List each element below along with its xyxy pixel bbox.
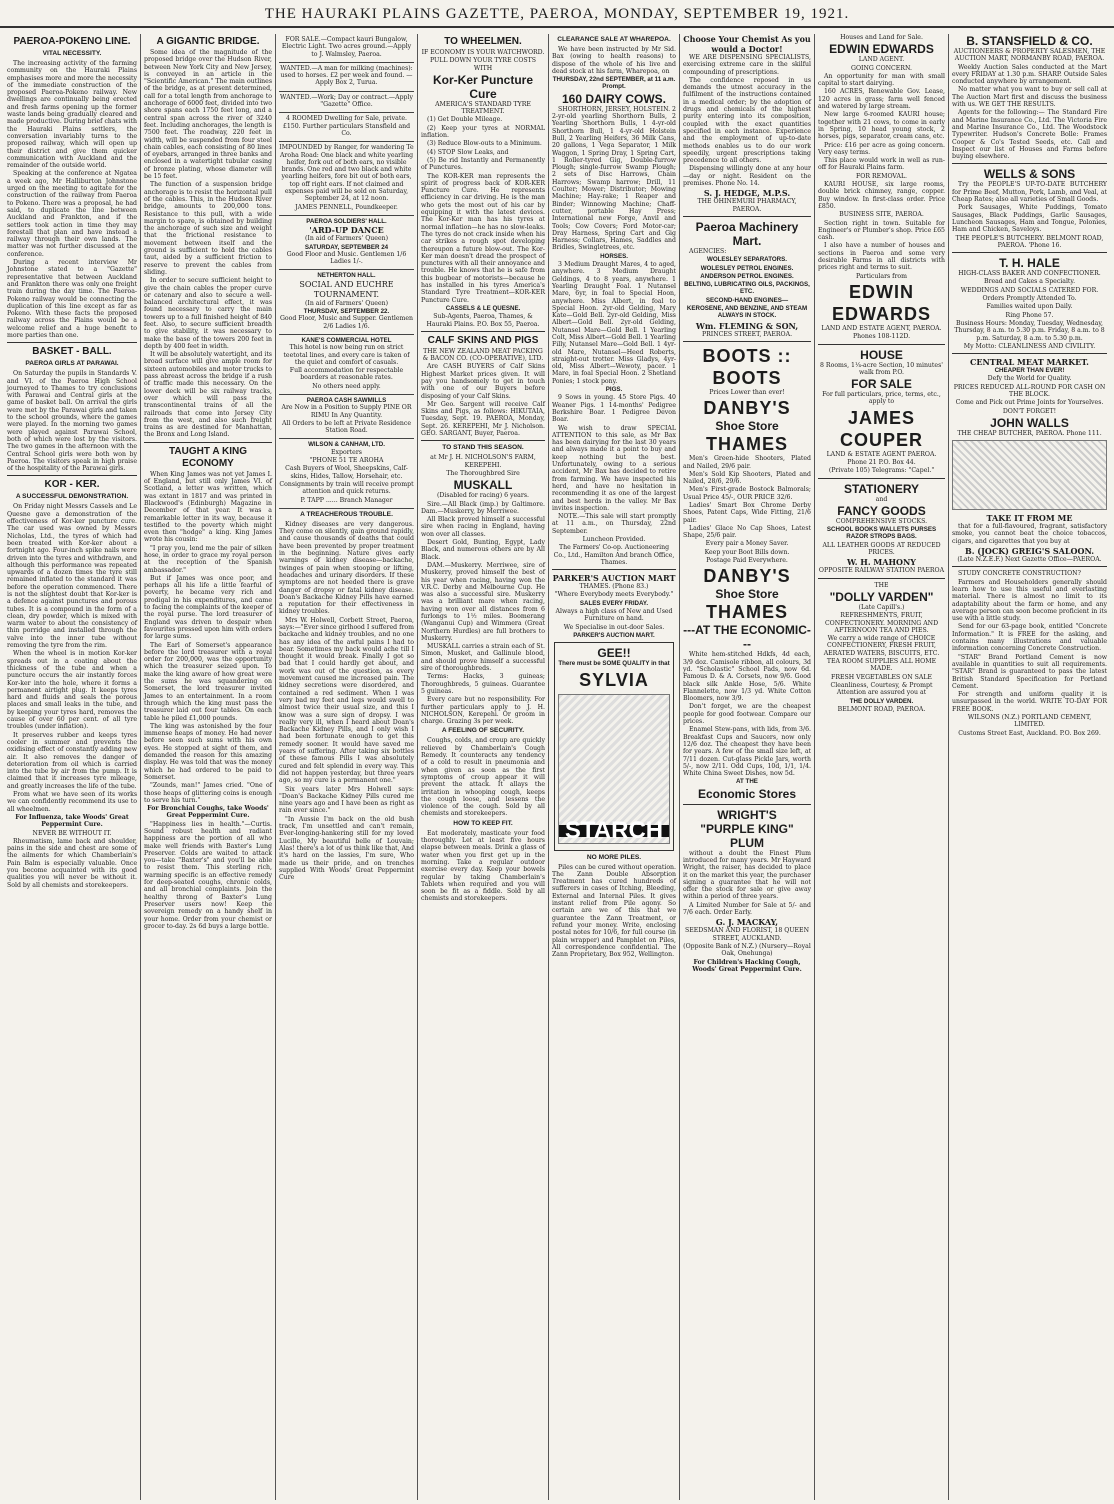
ad-text: IF ECONOMY IS YOUR WATCHWORD. [421,49,545,56]
divider [683,341,811,342]
column-4 [418,34,549,1500]
ad-text: SECOND-HAND ENGINES— [705,296,789,304]
ad-text: Phones 108-112D. [852,333,911,341]
headline-basket-ball: BASKET - BALL. [32,346,112,358]
machinery-mart-title: Paeroa Machinery Mart. [695,219,799,248]
meat-market-title: CENTRAL MEAT MARKET. [970,357,1089,368]
headline-no-more-piles: NO MORE PILES. [586,853,642,861]
classified-ad [279,92,414,114]
paragraph: 9 Sows in young. 45 Store Pigs. 40 Weaner Pigs. 1 14-months' Pedigree Berkshire Boar. 1 Pedigree Devon Boar. [552,394,676,424]
starch-label: STARCH [559,825,669,836]
ad-line: For Influenza, take Woods' Great Peppermint Cure. [15,813,129,829]
headline-treacherous-trouble: A TREACHEROUS TROUBLE. [300,510,393,518]
stationery-heading: STATIONERY [843,481,920,496]
ad-text: "PHONE 51 TE AROHA [309,457,384,465]
ad-text: DON'T FORGET! [1002,407,1057,415]
mahony-name: W. H. MAHONY [846,557,917,568]
thames-label: THAMES [706,434,788,455]
ad-text: TEA ROOM SUPPLIES ALL HOME MADE. [826,658,937,673]
divider [818,578,945,579]
ad-date: SATURDAY, SEPTEMBER 24 [304,243,389,251]
subhead: VITAL NECESSITY. [42,50,102,57]
ad-text: AUCTIONEERS & PROPERTY SALESMEN, THE AUCTION MART, NORMANBY ROAD, PAEROA. [953,48,1106,63]
paragraph: We wish to draw SPECIAL ATTENTION to this sale, as Mr Bax has been dairying for the last 30 years and always made it a point to buy and keep nothing but the best. Unfortunately, owing to a serious accident, Mr Bax has decided to retire from farming. We have inspected his herd, and have no hesitation in recommending it as one of the largest and best herds in the valley. Mr Bax invites inspection. [552,424,676,512]
ad-text: (Disabled for racing) 6 years. [437,492,529,500]
paragraph: During a recent interview Mr Johnstone stated to a "Gazette" representative that between Auckland and Frankton there was only one freight train during the day time. The Paeroa-Pokeno railway would be connecting the duplication of this line except as far as Pokeno. With these facts the proposed railway across the Plains would be a welcome relief and a huge benefit to more parties than one. [7,259,137,339]
section-header: Houses and Land for Sale. [840,34,923,41]
paragraph: A Limited Number for Sale at 5/- and 7/6 each. Order Early. [683,901,811,917]
paragraph: Send for our 63-page book, entitled "Concrete Information." It is FREE for the asking, and contains many illustrations and valuable information concerning Concrete Construction. [952,623,1107,653]
paragraph: In order to secure sufficient height to give the chain cables the proper curve or catenary and also to secure a well-balanced architectural effect, it was found necessary to carry the main towers up to a full finished height of 840 feet. Also, to secure sufficient breadth to give stability, it was necessary to make the base of the towers 200 feet in depth by 400 feet in width. [144,277,272,350]
ad-text: Cash Buyers of Wool, Sheepskins, Calf-skins, Hides, Tallow, Horsehair, etc. [285,465,408,480]
column-6 [680,34,815,1500]
ad-text: My Motto: CLEANLINESS AND CIVILITY. [963,342,1096,350]
subhead: A SUCCESSFUL DEMONSTRATION. [15,493,129,501]
ad-text: ANDERSON PETROL ENGINES. [700,272,794,280]
ad-text: PULL DOWN YOUR TYRE COSTS WITH [430,57,536,72]
divider [818,344,945,345]
thames-label: THAMES [706,602,788,623]
ad-text: Exporters [331,448,362,456]
ad-text: SALES EVERY FRIDAY. [579,599,649,607]
paragraph: "Happiness lies in health."—Curtis. Sound robust health and radiant happiness are the portion of all who make well friends with Baxter's Lung Preserver. Colds are waited to attack you—take "Baxter's" and you'll be able to resist them. This sterling rich, warming specific is an effective remedy for deep-seated coughs, chronic colds, and all bronchial complaints. Join the healthy throng of Baxter's Lung Preserver users now! Keep the sovereign remedy on a handy shelf in your home. Order from your chemist or grocer to-day. 2s 6d buys a large bottle. [144,820,272,930]
ad-text: BUSINESS SITE, PAEROA. [839,211,924,219]
paragraph: "STAR" Brand Portland Cement is now available in quantities to suit all requirements. "STAR" Brand is guaranteed to pass the latest British Standard Specification for Portland Cement. [952,653,1107,690]
ad-text: THAMES. (Phone 83.) [579,583,649,591]
sylvia-brand: SYLVIA [579,669,649,690]
ad-text: Keep your Boot Bills down. [704,548,790,556]
divider [952,252,1107,253]
paragraph: Ladies' Glace No Cap Shoes, Latest Shape, 25/6 pair. [683,524,811,540]
ad-text: Defy the World for Quality. [987,375,1072,383]
paragraph: without a doubt the Finest Plum introduced for many years. Mr Hayward Wright, the raiser, has decided to place it on the market this year, the purchaser signing a guarantee that he will not offer the stock for sale or give away within a period of three years. [683,849,811,901]
ad-signature: JAMES PENNELL, Poundkeeper. [295,203,398,211]
parker-auction-title: PARKER'S AUCTION MART [552,573,676,584]
headline-keep-fit: HOW TO KEEP FIT. [453,819,513,827]
ad-text: Consignments by train will receive prompt attention and quick returns. [279,480,414,496]
ad-text: LAND & ESTATE AGENT PAEROA. [826,450,937,458]
list-item: (5) Be rid Instantly and Permanently of Punctures. [421,156,545,172]
section-label: HORSES. [600,252,628,260]
section-label: PIGS. [605,386,623,394]
list-item: (4) STOP Slow Leaks, and [427,148,509,156]
danby-brand: DANBY'S [703,398,791,419]
paragraph: All Black proved himself a successful sire when racing in England, having won over all classes. [421,516,545,538]
edwin-name: EDWIN [849,281,914,302]
sawmill-ad [279,395,414,439]
ad-text: LAND AND ESTATE AGENT, PAEROA. [821,324,942,332]
ad-text: We Specialise in out-door Sales. [563,623,665,631]
ad-text: WANTED.—A man for milking (machines): used to horses. £2 per week and found. —Apply Box 2, Turua. [280,64,413,87]
paragraph: MUSKALL carries a strain each of St. Simon, Musket, and Gallinule blood, and should prove himself a successful sire of thoroughbreds. [421,643,546,673]
ad-text: WOLESLEY SEPARATORS. [707,256,787,264]
starch-box-illustration [558,694,670,844]
ad-text: AGENCIES: [689,247,727,255]
classified-ad [279,113,414,142]
paragraph: Every care but no responsibility. For further particulars apply to J. H. NICHOLSON, Kerepehi. Or groom in charge. Grazing 3s per week. [421,696,545,726]
paragraph: The confidence reposed in us demands the utmost accuracy in the fulfilment of the instructions contained in a medical order; by the adoption of drugs and chemicals of the highest purity entering into its composition, coupled with the exact quantities specified in each instance. Experience and the employment of up-to-date methods enables us to do our work speedily, urgent prescriptions taking precedence to all others. [683,76,811,165]
paragraph: Rheumatism, lame back and shoulder, pains in the side and chest are some of the ailments for which Chamberlain's Pain Balm is especially valuable. Once you become acquainted with its good qualities you will never be without it. Sold by all chemists and storekeepers. [7,837,137,889]
ad-heading: 'ARD-UP DANCE [309,225,384,236]
paragraph: Speaking at the conference at Ngatea a week ago, Mr Halliburton Johnstone urged on the meeting to agitate for the construction of the railway from Paeroa to Pokeno. There was a proposal, he had said, to duplicate the line between Auckland and Frankton, and if the settlers took action in time they may forestall that plan and have instead a railway through their own lands. The matter was not further discussed at the conference. [7,170,137,258]
wright-title: WRIGHT'S [717,807,777,822]
ad-text: Prices Lower than ever! [709,388,785,396]
ad-text: Are Now in a Position to Supply PINE OR RIMU In Any Quantity. [281,404,412,419]
ad-text: Particulars from [855,272,908,280]
paragraph: KAURI HOUSE, six large rooms, double brick chimney, range, copper. Buy window. In first-class order. Price £850. [818,181,945,210]
ad-text: Good Floor, Music and Supper. Gentlemen 2/6 Ladies 1/6. [279,315,413,330]
ad-text: 4 ROOMED Dwelling for Sale, private. £150. Further particulars Stansfield and Co. [282,115,411,137]
headline-to-wheelmen: TO WHEELMEN. [444,36,522,47]
paragraph: Mrs W. Holwell, Corbett Street, Paeroa, says:—"Ever since girlhood I suffered from backache and kidney troubles, and no one has any idea of the awful pains I had to bear. Sometimes my back would ache till I thought it would break. Finally I got so bad that I could hardly get about, and work was out of the question, as every movement caused me increased pain. The kidney secretions were disordered, and contained a red sediment. When I was very bad my feet and legs would swell to almost twice their usual size, and this I know was a sure sign of dropsy. I was really very ill, when I heard about Doan's Backache Kidney Pills, and I only wish I had been fortunate enough to get this remedy sooner. It would have saved me years of suffering. After taking six bottles of these famous Pills I was absolutely cured and felt splendid in every way. This did not happen yesterday, but three years ago, so my cure is a permanent one." [279,616,414,785]
ad-text: SCHOOL BOOKS WALLETS PURSES RAZOR STROPS BAGS. [826,526,937,541]
ad-title: PAEROA CASH SAWMILLS [306,396,387,404]
ad-heading: GEE!! [597,646,631,661]
classified-ad [279,63,414,92]
headline-king-economy: TAUGHT A KING ECONOMY [169,445,247,469]
ad-text: THE PEOPLE'S BUTCHERY. BELMONT ROAD, PAEROA. 'Phone 16. [955,234,1104,249]
ad-text: (In aid of Farmers' Queen) [304,235,389,243]
divider [818,478,945,479]
ad-text: Postage Paid Everywhere. [706,557,788,565]
ad-text: For full particulars, price, terms, etc., apply to [822,391,941,406]
ad-text: We carry a wide range of CHOICE CONFECTIONERY, FRESH FRUIT, AERATED WATERS, BISCUITS, ETC. [823,635,940,657]
classified-ad [279,34,414,63]
list-item: (1) Get Double Mileage. [427,116,503,124]
paragraph: Coughs, colds, and croup are quickly relieved by Chamberlain's Cough Remedy. It counteracts any tendency of a cold to result in pneumonia and when given as soon as the first symptoms of croup appear it will prevent the attack. It allays the irritation in whooping cough, keeps the cough loose, and lessens the violence of the cough. Sold by all chemists and storekeepers. [421,737,545,818]
paragraph: Kidney diseases are very dangerous. They come on silently, gain ground rapidly, and cause thousands of deaths that could have been prevented by proper treatment in the beginning. Nature gives early warnings of kidney disease—backache, twinges of pain when stooping or lifting, headaches and urinary disorders. If these symptoms are not heeded there is grave danger of dropsy or fatal kidney disease. Doan's Backache Kidney Pills have earned a reputation for their effectiveness in kidney troubles. [279,520,414,616]
divider [683,216,811,217]
fleming-name: Wm. FLEMING & SON, [695,320,799,331]
ad-text: For Children's Hacking Cough, Woods' Great Peppermint Cure. [692,958,802,973]
james-name: JAMES [847,407,915,428]
column-2 [141,34,276,1500]
ad-text: WEDDINGS AND SOCIALS CATERED FOR. [960,286,1099,294]
paragraph: "In Aussie I'm back on the old bush track, I'm unsettled and can't remain, Ever-longing-hankering still for my loved Lucille, My beautiful belle of Louvain; Alas! there's a lot of us think like that, And it's hard on the lassies, I'm sure, Who made us their pride, and on trenches supplied With Woods' Great Peppermint Cure [279,815,414,882]
sylvia-starch-ad [554,642,674,850]
ad-text: Good Floor and Music. Gentlemen 1/6 Ladies 1/-. [286,250,407,266]
divider [952,163,1107,164]
ad-text: Customs Street East, Auckland. P.O. Box 269. [958,729,1101,737]
ad-text: No others need apply. [312,382,381,390]
edwards-name: EDWARDS [831,303,931,324]
paragraph: Section right in town. Suitable for Engineer's or Plumber's shop. Price £65 cash. [818,219,945,242]
paragraph: Men's Sold Kip Shooters, Plated and Nailed, 28/6, 29/6. [683,470,811,486]
ad-text: FRESH VEGETABLES ON SALE [831,673,932,681]
concrete-heading: STUDY CONCRETE CONSTRUCTION? [958,570,1081,578]
ad-text: CHEAPER THAN EVER! [994,367,1065,375]
paragraph: Pork Sausages, White Puddings, Tomato Sausages, Black Puddings, Garlic Sausages, Luncheon Sausages, Ham and Tongue, Polonies, Ham and Chicken, Saveloys. [952,204,1107,234]
divider [421,440,545,441]
paragraph: Weekly Auction Sales conducted at the Mart every FRIDAY at 1.30 p.m. SHARP. Outside Sales conducted anywhere by arrangement. [952,63,1107,86]
ad-signature: PARKER'S AUCTION MART. [573,631,655,639]
economic-stores: Economic Stores [697,786,797,801]
ad-text: The Thoroughbred Sire [446,469,520,477]
ad-text: Come and Pick out Prime Joints for Yourselves. [955,399,1104,407]
paragraph: For strength and uniform quality it is unsurpassed in the world. WRITE TO-DAY FOR FREE BOOK. [952,691,1107,713]
purple-king-plum: "PURPLE KING" PLUM [700,821,794,850]
divider [7,342,137,343]
ad-text: Ring Phone 57. [1005,311,1054,319]
john-walls-title: JOHN WALLS [990,415,1069,430]
paragraph: It will be absolutely watertight, and its broad surface will give ample room for sixteen automobiles and motor trucks to pass abreast across the bridge if a rush of traffic made this necessary. On the lower deck will be six railway tracks, over which will pass the transcontinental trains of all the railroads that come into Jersey City from the west, and also such freight trains as are destined for Manhattan, the Bronx and Long Island. [144,351,272,439]
ad-text: at Mr J. H. NICHOLSON'S FARM, KEREPEHI. [430,454,536,469]
paragraph: Mr Geo. Sargent will receive Calf Skins and Pigs, as follows: HIKUTAIA, Tuesday, Sept. 19. PAEROA, Monday, Sept. 26. KEREPEHI, Mr J. Nicholson. GEO. SARGANT, Buyer, Paeroa. [421,400,545,438]
headline-paeroa-pokeno: PAEROA-POKENO LINE. [13,36,131,47]
paragraph: From what we have seen of its works we can confidently recommend its use to all wheelmen. [7,791,137,813]
paragraph: 3 Medium Draught Mares, 4 to aged, anywhere. 3 Medium Draught Geldings, 4 to 8 years, anywhere. 1 Yearling Draught Foal. 1 Nutansel Mare, 6yr, in foal to Special Hoon, anywhere. Miss Albert, in foal to Special Hoon. 2yr-old Gelding, Mary Kate—Gold Bell. 2yr-old Gelding, Miss Albert—Gold Bell. 2yr-old Gelding, Nutansel Mare—Gold Bell. 1 Yearling Colt, Miss Albert—Gold Bell. 1 Yearling Filly, Nutansel Mare—Gold Bell. 1 4yr-old Mare, Nutansel—Heed Roberts, straight-out trotter. Miss Gladys, 4yr-old, Miss Albert—Wewoty, pacer. 1 Mare, in foal Special Hoon. 2 Shetland Ponies; 1 stock pony. [552,261,676,385]
kor-ker-brand: Kor-Ker Puncture Cure [432,72,533,101]
danby-brand: DANBY'S [703,566,791,587]
headline-feeling-of-security: A FEELING OF SECURITY. [441,727,525,735]
ad-text: THE OHINEMURI PHARMACY, PAEROA. [697,198,797,213]
paragraph: White hem-stitched Hdkfs, 4d each, 3/9 doz. Camisole ribbon, all colours, 3d yd. "Scholastic" School Pads, now 6d. Famous D. & A. Corsets, now 9/6. Good black silk Ankle Hose, 5/6. White Flannelette, now 1/3 yd. White Cotton Bloomers, now 3/9. [683,651,811,703]
dolly-varden-title: "DOLLY VARDEN" [829,589,934,604]
ad-text: Full accommodation for respectable boarders at reasonable rates. [289,367,404,382]
impound-notice [279,142,414,216]
ad-text: Phone 21 P.O. Box 44. [847,458,916,466]
paragraph: Desert Gold, Bunting, Egypt, Lady Black, and numerous others are by All Black. [421,539,545,561]
ad-text: WOLESLEY PETROL ENGINES. [700,264,794,272]
greig-saloon: B. (JOCK) GREIG'S SALOON. [964,546,1095,557]
take-it-heading: TAKE IT FROM ME [986,513,1073,524]
paragraph: The KOR-KER man represents the spirit of progress back of KOR-KER Puncture Cure. He represents efficiency in car driving. He is the man who gets the most out of his car by equipping it with the latest devices. The Kor-Ker man has his tyres at normal inflation—he has no slow-leaks. The tyres do not crack inside when his car strikes a rough spot developing thereupon a future blow-out. The Kor-Ker man doesn't dread the prospect of punctures with all their annoyance and trouble. He knows that he is safe from this bugbear of motorists—because he has installed in his tyres America's Standard Tyre Treatment—KOR-KER Puncture Cure. [421,172,545,304]
column-7 [815,34,949,1500]
ad-text: IMPOUNDED by Ranger, for wandering Te Aroha Road: One black and white yearling heifer, fork out of both ears, no visible brands. One red and two black and white yearling heifers, fore bit out of both ears, top off right ears. If not claimed and expenses paid will be sold on Saturday, September 24, at 12 noon. [279,144,414,203]
headline-kor-ker: KOR - KER. [44,479,100,491]
ad-text: KEROSENE, AND BENZINE, AND STEAM ALWAYS IN STOCK. [686,305,808,320]
paragraph: This place would work in well as run-off for Hauraki Plains farm. [818,157,945,172]
paragraph: On Friday night Messrs Cassels and Le Quesne gave a demonstration of the effectiveness of Kor-ker puncture cure. The car used was owned by Messrs Nicholas, Ltd., the tyres of which had been treated with Kor-ker about a fortnight ago. Four-inch spike nails were driven into the tyres and withdrawn, and although this performance was repeated upwards of a dozen times the tyre still remained inflated to the standard it was before the operation commenced. There is not the slightest doubt that Kor-ker is a defence against punctures and porous tubes. It is a compound in the form of a clean, dry powder, which is mixed with warm water to about the consistency of thin porridge and installed through the valve into the inner tube without removing the tyre from the rim. [7,503,137,650]
paragraph: But if James was once poor, and perhaps all his life a little fearful of poverty, he became very rich and prodigal in his expenditures, and came to facing the complaints of the keeper of the royal purse. The lord treasurer of England was driven to despair when favourites pressed upon him with orders for large sums. [144,574,272,641]
paragraph: The function of a suspension bridge anchorage is to resist the horizontal pull of the cables. This, in the Hudson River bridge, amounts to 200,000 tons. Resistance to this pull, with a wide margin to spare, is obtained by building the anchorage of such size and weight that the frictional resistance to movement between itself and the ground is sufficient to hold the cables taut, aided by a sufficient friction to reserve to prevent the cables from sliding. [144,181,272,276]
paragraph: 160 ACRES, Renewable Gov. Lease, 120 acres in grass; farm well fenced and watered by large stream. [818,88,945,111]
edwin-edwards-title: EDWIN EDWARDS [829,42,934,57]
dairy-cows: 160 DAIRY COWS. [561,91,667,106]
ad-title: KANE'S COMMERCIAL HOTEL [301,336,392,344]
ad-text: The Farmers' Co-op. Auctioneering Co., Ltd., Hamilton And branch Office, Thames. [553,544,675,566]
column-8 [949,34,1110,1500]
chemist-name: S. J. HEDGE, M.P.S. [703,188,791,199]
ad-text: (Private 105) Telegrams: "Capel." [828,467,935,475]
paragraph: The king was astonished by the four immense heaps of money. He had never before seen such sums with his own eyes. He stopped at sight of them, and demanded the reason for this amazing display. He was told that was the money which he had ordered to be paid to Somerset. [144,722,272,781]
wells-sons-title: WELLS & SONS [983,167,1076,182]
ad-text: Every pair a Money Saver. [705,540,789,548]
paragraph: WE ARE DISPENSING SPECIALISTS, exercising extreme care in the skilful compounding of prescriptions. [683,54,811,76]
ad-text: (Opposite Bank of N.Z.) (Nursery—Royal Oak, Onehunga) [683,942,811,958]
paragraph: Are CASH BUYERS of Calf Skins Highest Market prices given. It will pay you handsomely to get in touch with one of our Buyers before disposing of your Calf Skins. [421,363,545,400]
agent-name: CASSELS & LE QUESNE. [445,304,521,312]
ad-line: NEVER BE WITHOUT IT. [32,829,112,837]
couper-name: COUPER [839,429,923,450]
ad-line: For Bronchial Coughs, take Woods' Great Peppermint Cure. [147,805,269,820]
paragraph: When the wheel is in motion Kor-ker spreads out in a coating about the thickness of the tube and when a puncture occurs the air instantly forces Kor-ker into the hole, where it forms a permanent airtight plug. It keeps tyres hard and fluids and seals the porous places and small leaks in the tube, and by keeping your tyres hard, removes the cause of over 60 per cent. of all tyre troubles (under inflation). [7,650,137,731]
chemist-heading: Choose Your Chemist As you would a Doctor! [683,34,811,54]
paragraph: Eat moderately, masticate your food thoroughly. Let at least five hours elapse between meals. Drink a glass of water when you first get up in the morning. Take a regular outdoor exercise every day. Keep your bowels regular by taking Chamberlain's Tablets when required and you will soon be fit as a fiddle. Sold by all chemists and storekeepers. [421,829,545,903]
paragraph: Agents for the following:— The Standard Fire and Marine Insurance Co., Ltd. The Victoria Fire and Marine Insurance Co., Ltd. The Woodstock Typewriter. Hudson's Concrete Bolle: Frames Cooper & Co's Tested Seeds, etc. Call and Inspect our list of Houses and Farms before buying elsewhere. [952,109,1107,161]
ad-text: GOING CONCERN. [851,64,912,72]
ad-heading: SOCIAL AND EUCHRE TOURNAMENT. [299,279,394,299]
shoe-store: Shoe Store [715,419,779,434]
paragraph: Enamel Stew-pans, with lids, from 3/6. Breakfast Cups and Saucers, now only 12/6 doz. The cheapest they have been for years. A few of the small size left, at 7/11 dozen. Cut-glass Pickle Jars, worth 5/-, now 2/11. Odd Cups, 10d, 1/1, 1/4. White China Sweet Dishes, now 5d. [683,726,811,778]
ad-text: BELTING, LUBRICATING OILS, PACKINGS, ETC. [684,281,810,296]
headline-gigantic-bridge: A GIGANTIC BRIDGE. [156,36,260,47]
ad-text: HIGH-CLASS BAKER AND CONFECTIONER. [958,270,1101,278]
ad-text: Orders Promptly Attended To. [982,295,1077,303]
ad-text: THE NEW ZEALAND MEAT PACKING & BACON CO. (CO-OPERATIVE), LTD. [422,347,544,363]
paragraph: DAM.—Muskerry. Merriwee, sire of Muskerry, proved himself the best of his year when racing, having won the V.R.C. Derby and Melbourne Cup. He was also a successful sire. Muskerry was a brilliant mare when racing, having won over all distances from 6 furlongs to 1½ miles. Boomerang (Wanganui Cup) and Wimmera (Great Northern Hurdles) are full brothers to Muskerry. [421,561,545,642]
paragraph: We have been instructed by Mr Sid. Bax (owing to health reasons) to dispose of the whole of his live and dead stock at his farm, Wharepoa, on [552,46,676,75]
paragraph: Ladies' Smart Box Chrome Derby Shoes, Patent Caps, Wide Fitting, 21/6 pair. [683,501,811,524]
ad-text: THE CHEAP BUTCHER, PAEROA. Phone 111. [957,429,1102,437]
paragraph: Try the PEOPLE'S UP-TO-DATE BUTCHERY for Prime Beef, Mutton, Pork, Lamb, and Veal, at Cheap Rates; also all varieties of Small Goods. [952,181,1107,204]
paragraph: NOTE.—This sale will start promptly at 11 a.m., on Thursday, 22nd September. [552,513,676,535]
ad-text: This hotel is now being run on strict teetotal lines, and every care is taken of the quiet and comfort of casuals. [283,344,410,366]
fancy-goods-heading: FANCY GOODS [837,503,926,518]
ad-text: AMERICA'S STANDARD TYRE TREATMENT. [435,100,531,116]
ad-text: SEEDSMAN AND FLORIST, 18 QUEEN STREET, AUCKLAND. [684,927,809,942]
paragraph: The increasing activity of the farming community on the Hauraki Plains emphasises more and more the necessity of the immediate construction of the proposed Paeroa-Pokeno railway. New dwellings are continually being erected and fresh farms opening up the former waste lands being gradually cleared and made productive. During brief chats with the Hauraki Plains settlers, the conversation invariably turns to the proposed railway, which will open up their district and give them quicker communication with Auckland and the remainder of the outside world. [7,60,137,170]
ad-text: THE [874,581,889,589]
ad-text: FOR SALE.—Compact kauri Bungalow, Electric Light. Two acres ground.—Apply to J. Walmsley, Paeroa. [281,36,412,58]
column-5 [549,34,680,1500]
paragraph: An opportunity for man with small capital to start dairying. [818,72,945,88]
ad-text: and [875,495,888,503]
paragraph: Dispensing willingly done at any hour—day or night. Resident on the premises. Phone No. 14. [683,165,811,188]
ad-date: THURSDAY, SEPTEMBER 22. [303,308,390,316]
ad-text: LAND AGENT. [858,56,905,64]
ad-text: WANTED.—Work; Day or contract.—Apply "Gazette" Office. [280,93,413,109]
headline-calf-skins: CALF SKINS AND PIGS [427,334,539,346]
wilson-canham-ad [279,439,414,508]
ad-text: There must be SOME QUALITY in that [558,660,670,668]
divider [7,475,137,476]
divider [683,804,811,805]
paragraph: No matter what you want to buy or sell call at The Auction Mart first and discuss the business with us. WE GET THE RESULTS. [952,86,1107,109]
ad-text: Luncheon Provided. [582,536,646,543]
smoker-illustration [952,440,1107,510]
masthead: THE HAURAKI PLAINS GAZETTE, PAEROA, MONDAY, SEPTEMBER 19, 1921. [0,6,1114,28]
ad-text: ALL LEATHER GOODS AT REDUCED PRICES. [822,541,941,557]
ad-title: PAEROA SOLDIERS' HALL. [306,217,387,225]
paragraph: I also have a number of houses and sections in Paeroa and some very desirable Farms in all districts with prices right and terms to suit. [818,242,945,272]
paragraph: The Earl of Somerset's appearance before the lord treasurer with a royal order for 200,000, was the opportunity which the treasurer seized upon. To make the king aware of how great were the sums he was squandering on Somerset, the lord treasurer invited James to an entertainment. In a room through which the king must pass the treasurer laid out four tables. On each table he piled £1,000 pounds. [144,641,272,722]
divider [952,353,1107,354]
euchre-ad [279,270,414,334]
ad-text: Always a high class of New and Used Furniture on hand. [555,608,673,623]
paragraph: New large 6-roomed KAURI house; together with 21 cows, to come in early in Spring, 10 head young stock, 2 horses, pigs, separator, cream cans, etc. [818,111,945,141]
paragraph: Men's Green-hide Shooters, Plated and Nailed, 29/6 pair. [683,455,811,470]
paragraph: Men's First-grade Bostock Balmorals; Usual Price 45/-, OUR PRICE 32/6. [683,486,811,501]
house-heading: HOUSE [860,347,903,362]
ad-text: All Orders to be left at Private Residence Station Road. [281,419,412,435]
ad-text: AT THE [736,778,758,786]
column-1 [4,34,141,1500]
ad-text: Families waited upon Daily. [986,303,1073,311]
ad-text: (Late Capill's.) [858,603,905,611]
ad-text: PRINCES STREET, PAEROA. [701,330,793,338]
divider [952,566,1107,567]
subhead: PAEROA GIRLS AT PARAWAI. [25,360,119,368]
paragraph: "Zounds, man!" James cried. "One of those heaps of glittering coins is enough to serve his turn." [144,782,272,804]
ad-text: THE DOLLY VARDEN. [849,697,914,705]
stansfield-title: B. STANSFIELD & CO. [966,34,1093,48]
headline-clearance-sale: CLEARANCE SALE AT WHAREPOA. [557,36,671,43]
ad-text: "Where Everybody meets Everybody." [554,591,674,599]
paragraph: It preserves rubber and keeps tyres cooler in summer and prevents the oxidising effect of constantly adding new air. It also removes the danger of deterioration from oil which is carried into the tube by air from the pump. It is claimed that it increases tyre mileage, and greatly increases the life of the tube. [7,731,137,790]
ad-text: (In aid of Farmers' Queen) [304,299,389,307]
agent-details: Sub-Agents, Paeroa, Thames, & Hauraki Plains. P.O. Box 55, Paeroa. [426,313,540,328]
list-item: (2) Keep your tyres at NORMAL inflation. [421,124,545,140]
paragraph: Sire.—All Black (imp.) by Galtimore. Dam.—Muskerry, by Merriwee. [421,500,545,515]
ad-title: WILSON & CANHAM, LTD. [308,441,385,449]
paragraph: Piles can be cured without operation. The Zann Double Absorption Treatment has cured hundreds of sufferers in cases of Itching, Bleeding, External and Internal Piles. It gives instant relief from Pile agony. So certain are we of this that we guarantee the Zann Treatment, or refund your money. Write, enclosing postal notes for 10/6, for full course (in plain wrapper) and Pamphlet on Piles, All correspondence confidential. The Zann Proprietary, Box 952, Wellington. [552,863,676,959]
shoe-store: Shoe Store [715,587,779,602]
ad-text: PRICES REDUCED ALL-ROUND FOR CASH ON THE BLOCK. [953,383,1106,398]
boots-heading: BOOTS :: BOOTS [702,345,792,388]
divider [552,569,676,570]
paragraph: SHORTHORN, JERSEY, HOLSTEIN. 2 2-yr-old yearling Shorthorn Bulls, 2 Yearling Shorthorn Bulls, 1 4-yr-old Shorthorn Bull, 1 4-yr-old Holstein Bull, 2 Yearling Heifers, 36 Milk Cans, 20 gallons, 1 Vega Separator, 1 Milk Waggon, 1 Spring Dray, 1 Spring Cart, 1 Roller-tyred Gig, Double-furrow Plough; single-furrow Swamp Plough; 2 sets of Disc Harrows, Chain Harrows; Swamp harrow; Drill, 11 Coulter; Mower; Distributor; Mowing Machine; Hay-rake; 1 Reaper and Binder; Winnowing Machine; Chaff-cutter, portable Hay Press; International new Forge, Anvil and Tools; Cow Covers; Ford Motor-car; Dray Harness, Spring Cart and Gig Harness; Collars, Hames, Saddles and Bridles, Swingletrees, etc. [552,105,676,252]
ad-title: NETHERTON HALL. [317,272,376,280]
mackay-name: G. J. MACKAY, [715,917,779,928]
ad-text: 8 Rooms, 1¼-acre Section, 10 minutes' walk from P.O. [820,361,943,376]
ad-text: (Late N.Z.E.F.) Next Gazette Office—PAEROA. [957,556,1102,564]
paragraph: Six years later Mrs Holwell says: "Doan's Backache Kidney Pills cured me nine years ago and I have been as right as rain ever since." [279,785,414,815]
ad-text: COMPREHENSIVE STOCKS. [835,517,928,525]
ad-text: REFRESHMENTS, FRUIT, CONFECTIONERY. MORNING AND AFTERNOON TEA AND PIES. [824,612,939,634]
hotel-ad [279,335,414,395]
paragraph: Don't forget, we are the cheapest people for good footwear. Compare our prices. [683,703,811,726]
columns [4,34,1110,1500]
paragraph: that for a full-flavoured, fragrant, satisfactory smoke, you cannot beat the choice tobaccos, cigars, and cigarettes that you buy at [952,523,1107,545]
hale-title: T. H. HALE [999,256,1060,271]
ad-text: OPPOSITE RAILWAY STATION PAEROA [818,567,945,575]
economic-heading: ---AT THE ECONOMIC--- [683,623,811,652]
ad-text: FOR REMOVAL. [855,172,908,180]
column-3 [276,34,418,1500]
paragraph: Price: £16 per acre as going concern. Very easy terms. [818,141,945,156]
paragraph: Farmers and Householders generally should learn how to use this useful and everlasting material. There is almost no limit to its adaptability about the farm or home, and any average person can soon become proficient in its use with a little study. [952,578,1107,623]
ad-text: BELMONT ROAD, PAEROA. [837,705,926,713]
ad-text: Cleanliness, Courtesy, & Prompt Attention are assured you at [830,681,933,697]
paragraph: When King James was not yet James I. of England, but still only James VI. of Scotland, a letter was written, which was extant in 1817 and was printed in Blackwood's (Edinburgh) Magazine in December of that year. It was a remarkable letter in its way, because it testified to the poverty which might even then "hodge" a king. King James wrote his cousin: [144,470,272,544]
ad-text: Business Hours: Monday, Tuesday, Wednesday, Thursday, 8 a.m. to 5.30 p.m. Friday, 8 a.m. to 8 p.m. Saturday, 8 a.m. to 5.30 p.m. [954,319,1105,342]
ad-signature: P. TAPP ...... Branch Manager [300,496,393,504]
paragraph: Some idea of the magnitude of the proposed bridge over the Hudson River, between New York City and New Jersey, is conveyed in an article in the "Scientific American." The main outlines of the bridge, as at present determined, call for a total length from anchorage to anchorage of 6000 feet, divided into two shore spans each 1750 feet long, and a central span across the river of 3240 feet. Including anchorages, the length is 7500 feet. The roadway, 220 feet in width, will be suspended from four steel chain cables, each consisting of 80 lines of eyebars, arranged in three banks and enclosed in a watertight tubular casing of bronze plating, whose diameter will be 15 feet. [144,49,272,181]
sire-name: MUSKALL [453,478,513,493]
paragraph: Terms: Hacks, 3 guineas; Thoroughbreds, 5 guineas. Guarantee 5 guineas. [421,673,545,695]
dance-ad [279,216,414,270]
paragraph: "I pray you, lend me the pair of silken hose, in order to grace my royal person at the reception of the Spanish ambassador." [144,544,272,574]
divider [421,331,545,332]
ad-text: WILSONS (N.Z.) PORTLAND CEMENT, LIMITED. [967,714,1092,729]
for-sale-heading: FOR SALE [851,377,912,392]
divider [144,442,272,443]
ad-text: Bread and Cakes a Specialty. [983,278,1076,286]
list-item: (3) Reduce Blow-outs to a Minimum. [427,140,542,148]
paragraph: On Saturday the pupils in Standards V. and VI. of the Paeroa High School journeyed to Thames to try conclusions with Parawai and Central girls at the game of basket ball. On arrival the girls were met by the Parawai girls and taken to the school grounds, where the games were played. In the morning two games were played against Parawai School, both of which were lost by the visitors. The two games in the afternoon with the Central School girls were both won by Paeroa. The visitors speak in high praise of the hospitality of the Parawai girls. [7,370,137,473]
headline-to-stand: TO STAND THIS SEASON. [442,444,524,452]
sale-date: THURSDAY, 22nd SEPTEMBER, at 11 a.m. Prompt. [552,76,676,91]
